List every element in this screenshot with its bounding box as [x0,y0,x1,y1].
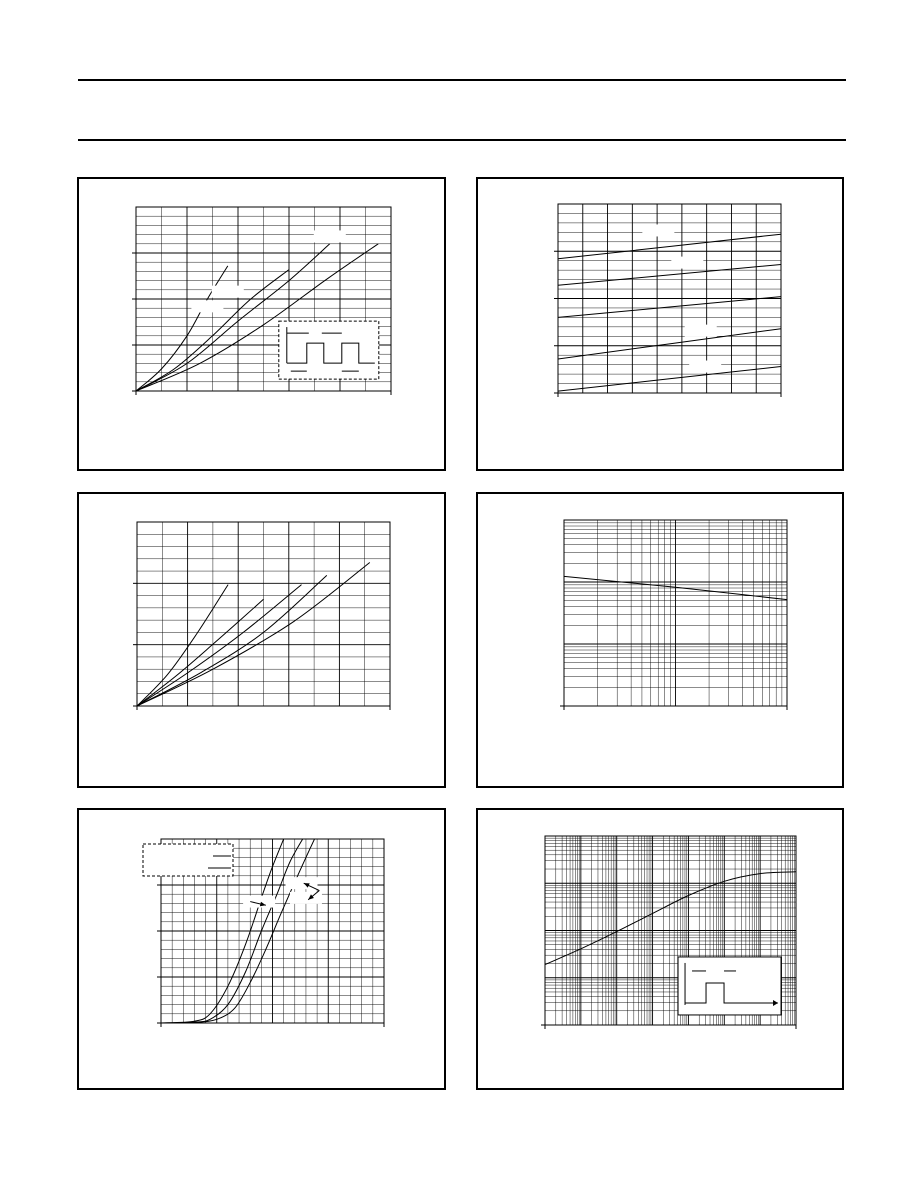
p2-callout-1 [642,224,674,236]
header-top-rule [78,79,846,81]
p1-inset-pulse-train [279,321,379,379]
p2-series-3-line [558,297,781,318]
p2-series-4-line [558,329,781,359]
p2-series-2-line [558,265,781,286]
p2-callout-3 [685,325,717,337]
chart-panel-3 [77,492,446,788]
p1-callout-2 [212,286,244,298]
p5-legend [143,844,233,876]
chart-panel-6 [476,808,844,1090]
chart-5 [79,810,448,1092]
p2-series-5-line [558,367,781,392]
chart-panel-2 [476,177,844,471]
p3-series-2-line [137,599,264,706]
chart-2 [478,179,846,473]
header-bottom-rule [78,139,846,141]
p3-series-1-line [137,585,228,706]
p3-series-5-line [137,563,370,707]
p6-inset-single-pulse [678,957,781,1015]
p2-callout-2 [671,257,703,269]
chart-4 [478,494,846,790]
chart-panel-1 [77,177,446,471]
chart-1 [79,179,448,473]
chart-panel-4 [476,492,844,788]
chart-3 [79,494,448,790]
p1-callout-1 [314,230,346,242]
p5-callout-3 [290,892,322,904]
p1-callout-3 [191,300,223,312]
p5-callout-1 [243,896,275,908]
p2-callout-4 [689,361,721,373]
chart-panel-5 [77,808,446,1090]
chart-6 [478,810,846,1092]
p2-series-1-line [558,234,781,259]
